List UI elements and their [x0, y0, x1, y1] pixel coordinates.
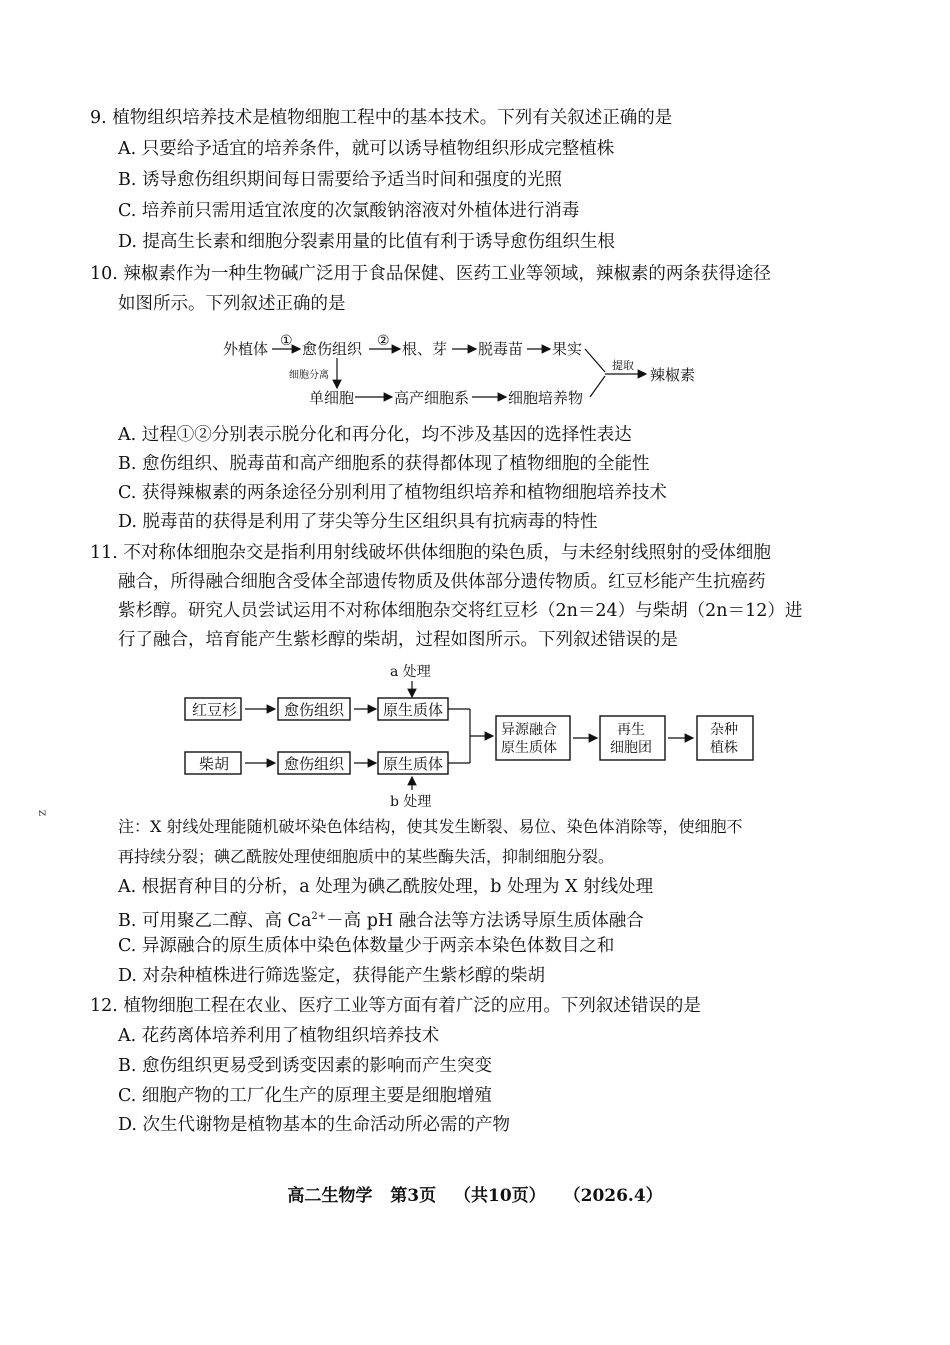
- q9-option-a: A. 只要给予适宜的培养条件，就可以诱导植物组织形成完整植株: [118, 139, 615, 159]
- hybrid-label-1: 杂种: [710, 722, 738, 738]
- hybrid-plant-box: [697, 716, 753, 760]
- fruit-label: 果实: [552, 340, 583, 358]
- q11-stem-line2: 融合，所得融合细胞含受体全部遗传物质及供体部分遗传物质。红豆杉能产生抗癌药: [118, 572, 766, 592]
- protoplast-label-top: 原生质体: [383, 701, 444, 719]
- q11-option-c: C. 异源融合的原生质体中染色体数量少于两亲本染色体数目之和: [118, 936, 615, 956]
- b-treatment-label: b 处理: [390, 794, 432, 810]
- hybrid-label-2: 植株: [710, 740, 738, 756]
- q12-option-d: D. 次生代谢物是植物基本的生命活动所必需的产物: [118, 1115, 511, 1135]
- q11-stem-line3: 紫杉醇。研究人员尝试运用不对称体细胞杂交将红豆杉（2n＝24）与柴胡（2n＝12）进: [118, 601, 803, 621]
- q12-option-c: C. 细胞产物的工厂化生产的原理主要是细胞增殖: [118, 1086, 492, 1106]
- cell-separation-label: 细胞分离: [289, 370, 329, 381]
- a-treatment-label: a 处理: [390, 664, 431, 680]
- protoplast-label-bottom: 原生质体: [383, 755, 444, 773]
- q10-stem-line1: 10. 辣椒素作为一种生物碱广泛用于食品保健、医药工业等领域，辣椒素的两条获得途径: [90, 264, 771, 284]
- callus-label-top: 愈伤组织: [284, 701, 345, 719]
- fused-label-2: 原生质体: [501, 740, 557, 756]
- q11-option-b: [118, 905, 644, 933]
- q11-option-b-sup: 2+: [311, 911, 327, 922]
- protoplast-box-top: [378, 698, 448, 720]
- single-cell-label: 单细胞: [309, 389, 355, 407]
- footer-date: （2026.4）: [563, 1186, 663, 1206]
- q10-option-c: C. 获得辣椒素的两条途径分别利用了植物组织培养和植物细胞培养技术: [118, 483, 667, 503]
- regen-label-2: 细胞团: [610, 740, 652, 756]
- q10-option-b: B. 愈伤组织、脱毒苗和高产细胞系的获得都体现了植物细胞的全能性: [118, 454, 650, 474]
- footer-page: 第3页: [390, 1186, 437, 1206]
- q9-option-b: B. 诱导愈伤组织期间每日需要给予适当时间和强度的光照: [118, 170, 562, 190]
- q11-option-b-post: －高 pH 融合法等方法诱导原生质体融合: [326, 911, 644, 931]
- extract-label: 提取: [612, 359, 634, 372]
- q11-option-d: D. 对杂种植株进行筛选鉴定，获得能产生紫杉醇的柴胡: [118, 966, 546, 986]
- footer-subject: 高二生物学: [287, 1186, 373, 1206]
- callus-box-bottom: [278, 752, 350, 774]
- fused-label-1: 异源融合: [501, 722, 557, 738]
- q12-stem: 12. 植物细胞工程在农业、医疗工业等方面有着广泛的应用。下列叙述错误的是: [90, 996, 701, 1016]
- q10-option-a: A. 过程①②分别表示脱分化和再分化，均不涉及基因的选择性表达: [118, 425, 632, 445]
- q11-note-line1: 注：X 射线处理能随机破坏染色体结构，使其发生断裂、易位、染色体消除等，使细胞不: [118, 817, 743, 836]
- q11-stem-line4: 行了融合，培育能产生紫杉醇的柴胡，过程如图所示。下列叙述错误的是: [118, 630, 678, 650]
- explant-label: 外植体: [223, 340, 269, 358]
- q11-note-line2: 再持续分裂；碘乙酰胺处理使细胞质中的某些酶失活，抑制细胞分裂。: [118, 847, 615, 866]
- yew-box: [185, 698, 241, 720]
- footer-total: （共10页）: [454, 1186, 546, 1206]
- q9-stem: 9. 植物组织培养技术是植物细胞工程中的基本技术。下列有关叙述正确的是: [90, 108, 673, 128]
- q12-option-b: B. 愈伤组织更易受到诱变因素的影响而产生突变: [118, 1056, 492, 1076]
- step2-label: ②: [377, 333, 390, 349]
- capsaicin-label: 辣椒素: [650, 366, 696, 384]
- regen-label-1: 再生: [617, 722, 645, 738]
- virus-free-label: 脱毒苗: [478, 340, 524, 358]
- root-bud-label: 根、芽: [402, 340, 448, 358]
- q12-option-a: A. 花药离体培养利用了植物组织培养技术: [118, 1026, 440, 1046]
- q11-option-b-pre: B. 可用聚乙二醇、高 Ca: [118, 911, 312, 931]
- high-yield-line-label: 高产细胞系: [394, 389, 470, 407]
- regen-cluster-box: [600, 716, 665, 760]
- step1-label: ①: [280, 333, 293, 349]
- q10-option-d: D. 脱毒苗的获得是利用了芽尖等分生区组织具有抗病毒的特性: [118, 512, 598, 532]
- q10-stem-line2: 如图所示。下列叙述正确的是: [118, 294, 346, 314]
- yew-label: 红豆杉: [192, 701, 238, 719]
- cell-culture-label: 细胞培养物: [508, 389, 584, 407]
- q9-option-c: C. 培养前只需用适宜浓度的次氯酸钠溶液对外植体进行消毒: [118, 201, 580, 221]
- callus-label-bottom: 愈伤组织: [284, 755, 345, 773]
- protoplast-box-bottom: [378, 752, 448, 774]
- page-footer: [0, 1181, 950, 1206]
- margin-mark: z: [36, 809, 51, 817]
- q11-stem-line1: 11. 不对称体细胞杂交是指利用射线破坏供体细胞的染色质，与未经射线照射的受体细胞: [90, 543, 771, 563]
- bupleurum-box: [185, 752, 241, 774]
- fused-protoplast-box: [496, 716, 570, 760]
- callus-box-top: [278, 698, 350, 720]
- q11-option-a: A. 根据育种目的分析，a 处理为碘乙酰胺处理，b 处理为 X 射线处理: [118, 877, 654, 897]
- callus-label: 愈伤组织: [302, 340, 363, 358]
- bupleurum-label: 柴胡: [199, 755, 230, 773]
- q9-option-d: D. 提高生长素和细胞分裂素用量的比值有利于诱导愈伤组织生根: [118, 232, 616, 252]
